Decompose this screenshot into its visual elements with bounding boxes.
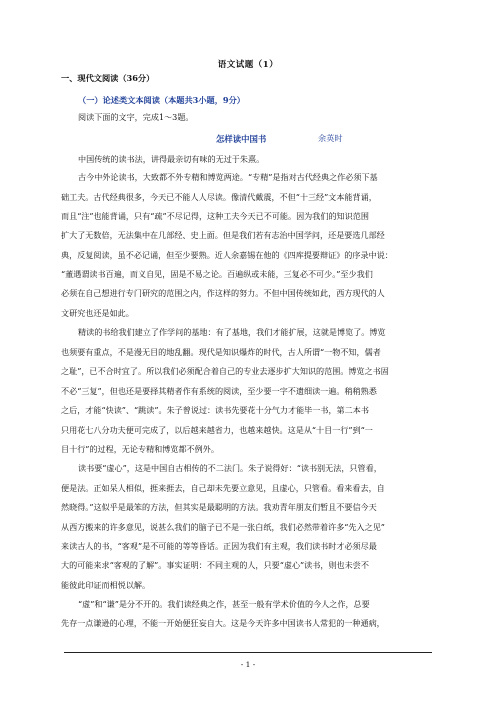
- article-line: 来读古人的书，“客观”是不可能的等等昏话。正因为我们有主观，我们读书时才必须尽最: [61, 541, 377, 551]
- article-line: 而且“注”也能背诵，只有“疏”不尽记得，这种工夫今天已不可能。因为我们的知识范围: [61, 211, 369, 221]
- article-line: 精读的书给我们建立了作学问的基地：有了基地，我们才能扩展，这就是博览了。博览: [78, 327, 386, 337]
- article-line: “董遇谓读书百遍，而义自见，固是不易之论。百遍纵或未能，三复必不可少。”至少我们: [61, 269, 373, 279]
- document-title: 语文试题（1）: [217, 60, 279, 70]
- article-line: “虚”和“谦”是分不开的。我们读经典之作，甚至一般有学术价值的今人之作，总要: [78, 599, 370, 609]
- subsection-heading: （一）论述类文本阅读（本题共3小题，9分）: [78, 95, 245, 105]
- page-number: - 1 -: [240, 660, 256, 669]
- article-line: 文研究也还是如此。: [61, 308, 134, 318]
- article-line: 目十行”的过程，无论专精和博览都不例外。: [61, 444, 219, 454]
- article-line: 不必“三复”，但也还是要择其精者作有系统的阅读，至少要一字不遗细读一遍。稍稍熟悉: [61, 386, 377, 396]
- article-line: 古今中外论读书，大致都不外专精和博览两途。“专精”是指对古代经典之作必须下基: [78, 172, 378, 182]
- article-line: 便是法。正如呆人相似，捱来捱去，自己却未先要立意见，且虚心，只管看。看来看去，自: [61, 483, 385, 493]
- article-author: 余英时: [318, 133, 343, 143]
- article-line: 扩大了无数倍，无法集中在几部经、史上面。但是我们若有志治中国学问，还是要选几部经: [61, 230, 385, 240]
- article-line: 也须要有重点，不是漫无目的地乱翻。现代是知识爆炸的时代，古人所谓“一物不知，儒者: [61, 347, 381, 357]
- section-heading: 一、现代文阅读（36分）: [61, 73, 155, 83]
- article-line: 只用花七八分功夫便可完成了，以后越来越省力，也越来越快。这是从“十目一行”到“一: [61, 425, 373, 435]
- article-line: 中国传统的读书法，讲得最亲切有味的无过于朱熹。: [78, 154, 265, 164]
- article-line: 从西方搬来的许多意见，说甚么我们的脑子已不是一张白纸，我们必然带着许多“先入之见”: [61, 522, 385, 532]
- article-line: 能彼此印证而相悦以解。: [61, 580, 151, 590]
- article-line: 大的可能来求“客观的了解”。事实证明：不同主观的人，只要“虚心”读书，则也未尝不: [61, 560, 369, 570]
- footer-rule: [64, 652, 432, 653]
- article-line: 础工夫。古代经典很多，今天已不能人人尽读。像清代戴震，不但“十三经”文本能背诵，: [61, 192, 377, 202]
- article-line: 之后，才能“快读”、“跳读”。朱子曾说过：读书先要花十分气力才能毕一书，第二本书: [61, 405, 369, 415]
- article-line: 然晓得。”这似乎是最笨的方法，但其实是最聪明的方法。我劝青年朋友们暂且不要信今天: [61, 502, 377, 512]
- article-line: 先存一点谦逊的心理，不能一开始便狂妄自大。这是今天许多中国读书人常犯的一种通病，: [61, 618, 385, 628]
- article-line: 必须在自己想进行专门研究的范围之内，作这样的努力。不但中国传统如此，西方现代的人: [61, 288, 385, 298]
- article-line: 读书要“虚心”，这是中国自古相传的不二法门。朱子说得好：“读书别无法，只管看，: [78, 463, 382, 473]
- article-line: 典，反复阅读，虽不必记诵，但至少要熟。近人余嘉锡在他的《四库提要辩证》的序录中说：: [61, 250, 393, 260]
- instruction-text: 阅读下面的文字，完成1～3题。: [78, 112, 194, 122]
- article-title: 怎样读中国书: [216, 134, 267, 144]
- article-line: 之耻”，已不合时宜了。所以我们必须配合着自己的专业去逐步扩大知识的范围。博览之书固: [61, 366, 389, 376]
